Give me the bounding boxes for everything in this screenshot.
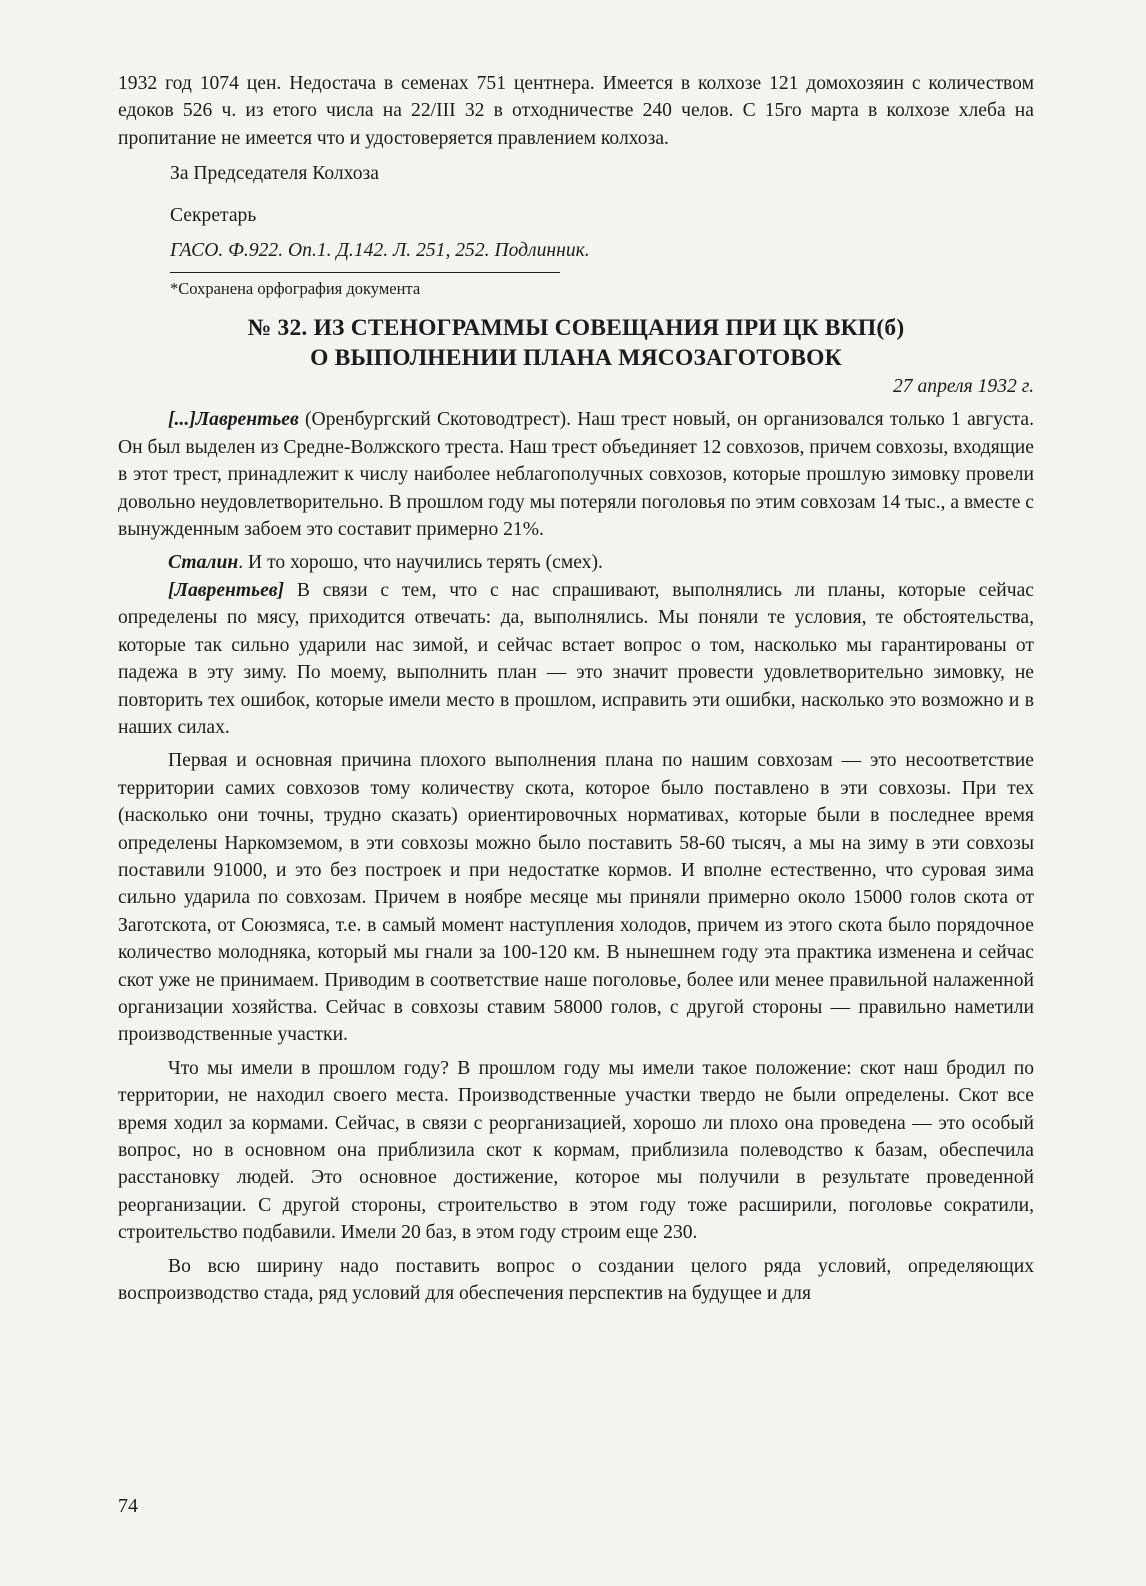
paragraph-1-text: (Оренбургский Скотоводтрест). Наш трест новый, он организовался только 1 августа. Он был выделен из Средне-Волжского треста. Наш трест объединяет 12 совхозов, причем совхозы, входящие в этот трест, принадлежит к числу наиболее неблагополучных совхозов, которые прошлую зимовку провели довольно неудовлетворительно. В прошлом году мы потеряли поголовья по этим совхозам 14 тыс., а вместе с вынужденным забоем это составит примерно 21%. (118, 409, 1034, 541)
paragraph-1 (118, 406, 1034, 543)
speaker-lavrentyev: [...]Лаврентьев (168, 409, 299, 431)
paragraph-3-text: В связи с тем, что с нас спрашивают, выполнялись ли планы, которые сейчас определены по мясу, приходится отвечать: да, выполнялись. Мы поняли те условия, те обстоятельства, которые так сильно ударили нас зимой, и сейчас встает вопрос о том, насколько мы гарантированы от падежа в эту зиму. По моему, выполнить план — это значит провести удовлетворительно зимовку, не повторить тех ошибок, которые имели место в прошлом, исправить эти ошибки, насколько это возможно и в наших силах. (118, 579, 1034, 738)
intro-paragraph: 1932 год 1074 цен. Недостача в семенах 751 центнера. Имеется в колхозе 121 домохозяин с количеством едоков 526 ч. из етого числа на 22/III 32 в отходничестве 240 челов. С 15го марта в колхозе хлеба на пропитание не имеется что и удостоверяется правлением колхоза. (118, 73, 1034, 149)
paragraph-4: Первая и основная причина плохого выполнения плана по нашим совхозам — это несоответствие территории самих совхозов тому количеству скота, которое было поставлено в эти совхозы. При тех (насколько они точны, трудно сказать) ориентировочных нормативах, которые были в последнее время определены Наркомземом, в эти совхозы можно было поставить 58-60 тысяч, а мы на зиму в эти совхозы поставили 91000, и это без построек и при недостатке кормов. И вполне естественно, что суровая зима сильно ударила по совхозам. Причем в ноябре месяце мы приняли примерно около 15000 голов скота от Заготскота, от Союзмяса, т.е. в самый момент наступления холодов, причем из этого скота было порядочное количество молодняка, который мы гнали за 100-120 км. В нынешнем году эта практика изменена и сейчас скот уже не принимаем. Приводим в соответствие наше поголовье, более или менее правильной налаженной организации хозяйства. Сейчас в совхозы ставим 58000 голов, с другой стороны — правильно наметили производственные участки. (118, 750, 1034, 1046)
speaker-stalin: Сталин (168, 552, 239, 574)
document-title (118, 313, 1034, 373)
paragraph-3 (118, 577, 1034, 741)
footnote-rule (170, 272, 560, 273)
footnote: *Сохранена орфография документа (170, 279, 421, 299)
paragraph-2-text: . И то хорошо, что научились терять (смех). (238, 552, 603, 574)
paragraph-2 (118, 549, 1034, 576)
document-date: 27 апреля 1932 г. (892, 376, 1034, 398)
paragraph-6: Во всю ширину надо поставить вопрос о создании целого ряда условий, определяющих воспроизводство стада, ряд условий для обеспечения перспектив на будущее и для (118, 1255, 1034, 1305)
speaker-lavrentyev-2: [Лаврентьев] (168, 579, 285, 601)
signature-secretary: Секретарь (170, 204, 257, 226)
title-line-1: № 32. ИЗ СТЕНОГРАММЫ СОВЕЩАНИЯ ПРИ ЦК ВКП(б) (247, 315, 905, 342)
signature-chair: За Председателя Колхоза (170, 163, 379, 185)
page-number: 74 (118, 1495, 138, 1517)
page-body (118, 70, 1034, 1307)
paragraph-5: Что мы имели в прошлом году? В прошлом году мы имели такое положение: скот наш бродил по территории, не находил своего места. Производственные участки твердо не были определены. Скот все время ходил за кормами. Сейчас, в связи с реорганизацией, хорошо ли плохо она проведена — это особый вопрос, но в основном она приблизила скот к кормам, приблизила полеводство к базам, обеспечила расстановку людей. Это основное достижение, которое мы получили в результате проведенной реорганизации. С другой стороны, строительство в этом году тоже расширили, поголовье сократили, строительство подбавили. Имели 20 баз, в этом году строим еще 230. (118, 1057, 1034, 1244)
archive-reference: ГАСО. Ф.922. Оп.1. Д.142. Л. 251, 252. Подлинник. (170, 240, 590, 262)
title-line-2: О ВЫПОЛНЕНИИ ПЛАНА МЯСОЗАГОТОВОК (310, 345, 842, 372)
